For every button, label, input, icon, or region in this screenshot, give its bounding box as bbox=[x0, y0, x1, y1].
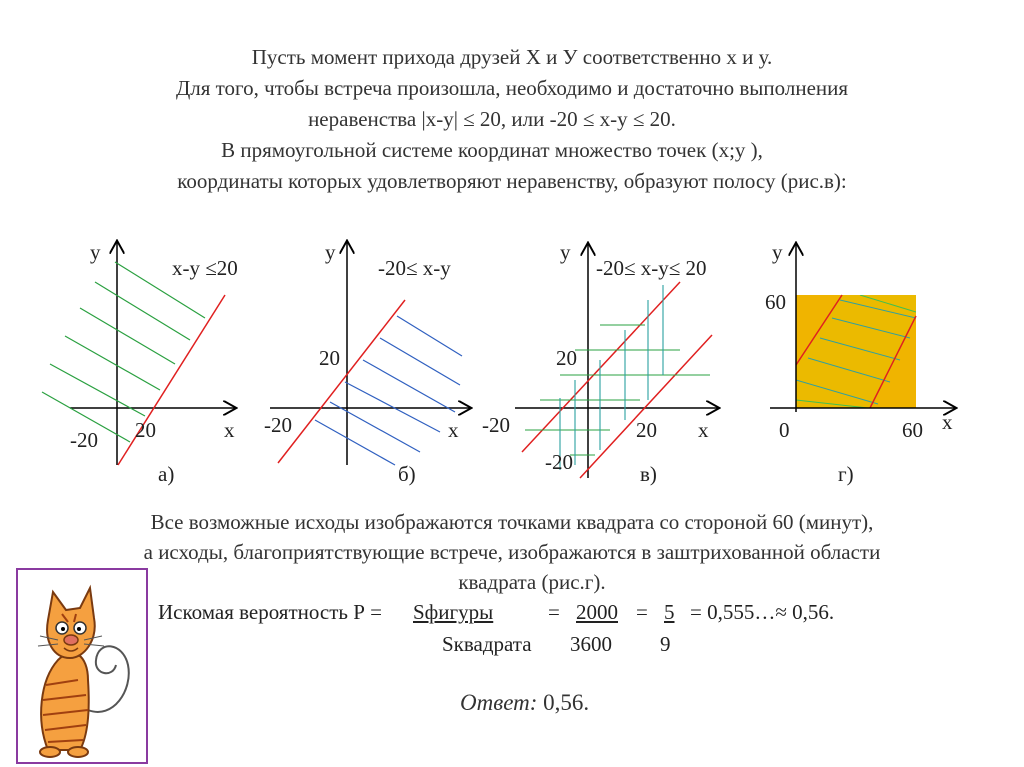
s-figure-label: Sфигуры bbox=[413, 600, 494, 624]
graph-a-pos-label: 20 bbox=[135, 418, 156, 442]
den2: 9 bbox=[660, 632, 671, 656]
graph-v-pos-x-label: 20 bbox=[636, 418, 657, 442]
eq2: = bbox=[636, 600, 648, 624]
graph-a-hatching bbox=[42, 262, 205, 442]
graph-b-neg-label: -20 bbox=[264, 413, 292, 437]
intro-line-1: Пусть момент прихода друзей Х и У соответственно х и у. bbox=[251, 45, 773, 69]
graph-b-boundary-line bbox=[278, 300, 405, 463]
graph-g-top-label: 60 bbox=[765, 290, 786, 314]
s-square-label: Sквадрата bbox=[442, 632, 532, 656]
graph-g-origin-label: 0 bbox=[779, 418, 790, 442]
cat-illustration-icon bbox=[18, 570, 146, 762]
graph-v-hatching-green bbox=[525, 325, 710, 455]
graph-a-neg-label: -20 bbox=[70, 428, 98, 452]
graph-b-hatching bbox=[315, 316, 462, 465]
bottom-line-1: Все возможные исходы изображаются точками квадрата со стороной 60 (минут), bbox=[150, 510, 874, 534]
graph-v-inequality: -20≤ х-у≤ 20 bbox=[596, 256, 707, 280]
graph-v-neg-y-label: -20 bbox=[545, 450, 573, 474]
graph-a-caption: а) bbox=[158, 462, 175, 486]
graph-b-x-label: х bbox=[448, 418, 459, 442]
graph-a-y-label: у bbox=[90, 240, 101, 264]
graph-a-x-label: х bbox=[224, 418, 235, 442]
graph-v-caption: в) bbox=[640, 462, 657, 486]
intro-line-3: неравенства |х-у| ≤ 20, или -20 ≤ х-у ≤ 20. bbox=[308, 107, 676, 131]
prob-result: = 0,555…≈ 0,56. bbox=[690, 600, 835, 624]
graph-b-inequality: -20≤ х-у bbox=[378, 256, 451, 280]
bottom-line-3: квадрата (рис.г). bbox=[458, 570, 606, 594]
eq1: = bbox=[548, 600, 560, 624]
graph-v-neg-x-label: -20 bbox=[482, 413, 510, 437]
answer-label: Ответ: bbox=[460, 690, 538, 715]
graph-g bbox=[770, 244, 955, 412]
graph-g-right-label: 60 bbox=[902, 418, 923, 442]
graph-g-x-label: х bbox=[942, 410, 953, 434]
graph-b-caption: б) bbox=[398, 462, 416, 486]
graph-g-caption: г) bbox=[838, 462, 854, 486]
num2: 5 bbox=[664, 600, 675, 624]
graph-v-pos-y-label: 20 bbox=[556, 346, 577, 370]
intro-line-4: В прямоугольной системе координат множество точек (х;у ), bbox=[221, 138, 763, 162]
cat-frame bbox=[16, 568, 148, 764]
num1: 2000 bbox=[576, 600, 618, 624]
answer-value: 0,56. bbox=[537, 690, 590, 715]
graph-v-y-label: у bbox=[560, 240, 571, 264]
graph-g-y-label: у bbox=[772, 240, 783, 264]
intro-line-5: координаты которых удовлетворяют неравенству, образуют полосу (рис.в): bbox=[177, 169, 847, 193]
intro-line-2: Для того, чтобы встреча произошла, необходимо и достаточно выполнения bbox=[175, 76, 849, 100]
graph-a-inequality: х-у ≤20 bbox=[172, 256, 238, 280]
graph-b-y-label: у bbox=[325, 240, 336, 264]
answer bbox=[460, 690, 589, 716]
den1: 3600 bbox=[570, 632, 612, 656]
graph-b-pos-label: 20 bbox=[319, 346, 340, 370]
prob-label: Искомая вероятность Р = bbox=[158, 600, 383, 624]
graph-v-x-label: х bbox=[698, 418, 709, 442]
bottom-line-2: а исходы, благоприятствующие встрече, изображаются в заштрихованной области bbox=[143, 540, 881, 564]
